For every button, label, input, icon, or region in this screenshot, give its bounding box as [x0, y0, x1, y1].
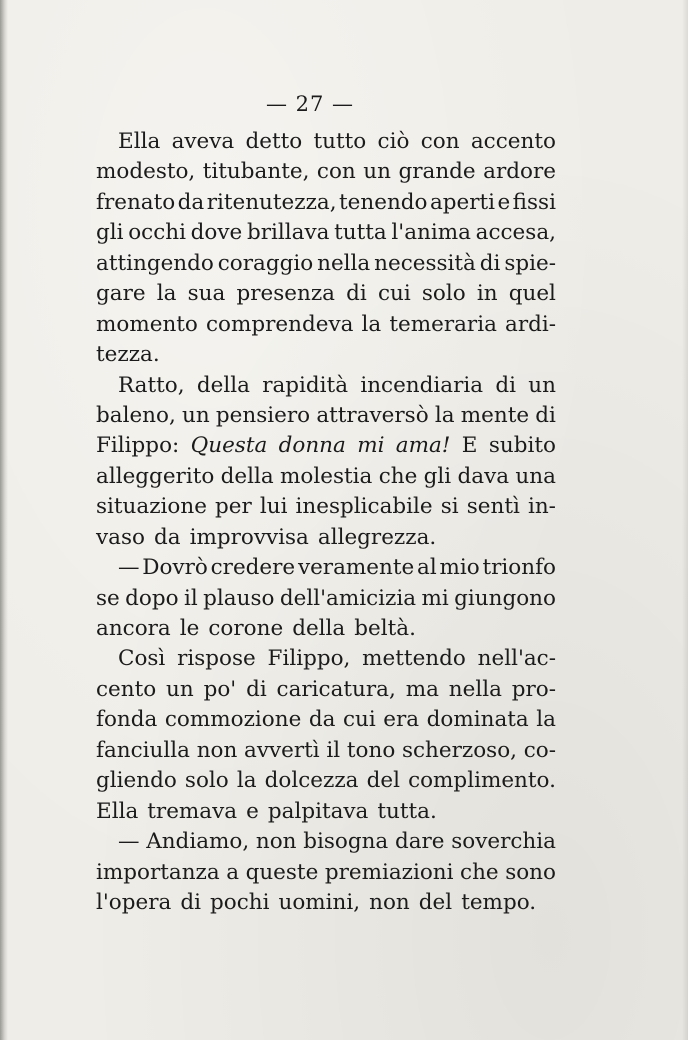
word: alleggerito [96, 463, 215, 489]
word: gli [96, 220, 124, 246]
word: cento [96, 676, 157, 702]
text-line [96, 766, 556, 796]
word: gliendo [96, 768, 177, 794]
word: mente [460, 402, 530, 428]
word: rispose [177, 646, 256, 672]
word: al [417, 555, 437, 581]
word: molestia [280, 463, 373, 489]
word: trionfo [482, 555, 556, 581]
word: Dovrò [142, 555, 208, 581]
text-line [96, 492, 556, 522]
word: momento [96, 311, 198, 337]
word: soverchia [451, 829, 556, 855]
word: mi [421, 585, 449, 611]
word: tenendo [339, 189, 428, 215]
word: nell'ac- [477, 646, 556, 672]
page-left-edge-shadow [0, 0, 8, 1040]
word: un [166, 676, 194, 702]
word: queste [245, 859, 319, 885]
word: brillava [246, 220, 330, 246]
word: fissi [512, 189, 556, 215]
word: veramente [297, 555, 415, 581]
word: Ella [96, 798, 139, 824]
word: per [215, 494, 252, 520]
word: quel [508, 281, 556, 307]
word: Filippo, [267, 646, 351, 672]
word: cui [377, 281, 411, 307]
word: caricatura, [276, 676, 396, 702]
word: mio [439, 555, 480, 581]
word: Filippo: [96, 433, 180, 459]
word: ama! [395, 433, 451, 459]
word: credere [210, 555, 296, 581]
word: giungono [454, 585, 556, 611]
word: a [226, 859, 240, 885]
text-line [96, 827, 556, 857]
word: uomini, [278, 889, 361, 915]
word: mettendo [362, 646, 466, 672]
word: tutto [313, 129, 367, 154]
text-line [96, 249, 556, 279]
text-line [96, 310, 556, 340]
word: non [369, 889, 410, 915]
text-line [96, 157, 556, 187]
word: subito [488, 433, 556, 459]
word: in [476, 281, 498, 307]
word: detto [245, 129, 303, 154]
word: una [515, 463, 556, 489]
text-line [96, 553, 556, 583]
word: pensiero [215, 402, 311, 428]
word: la [361, 311, 382, 337]
word: complimento. [408, 768, 556, 794]
word: inesplicabile [295, 494, 433, 520]
word: nella [448, 676, 502, 702]
word: della [292, 616, 346, 641]
word: tremava [147, 798, 238, 824]
word: dove [190, 220, 243, 246]
word: spie- [504, 250, 556, 276]
word: tempo. [461, 889, 537, 915]
text-line [96, 371, 556, 401]
word: situazione [96, 494, 207, 520]
word: corone [208, 616, 284, 641]
word: attingendo [96, 250, 214, 276]
word: di [180, 889, 201, 915]
word: occhi [128, 220, 186, 246]
word: Ella [118, 129, 161, 154]
word: sono [505, 859, 556, 885]
word: ritenutezza, [206, 189, 337, 215]
word: vaso [96, 524, 145, 550]
word: ardi- [505, 311, 556, 337]
word: pochi [210, 889, 270, 915]
word: la [236, 768, 257, 794]
word: donna [278, 433, 346, 459]
word: baleno, [96, 402, 176, 428]
word: — [118, 829, 140, 855]
word: dominata [426, 707, 529, 733]
word: che [378, 463, 418, 489]
word: bisogna [303, 829, 389, 855]
word: la [536, 707, 556, 733]
word: di [535, 402, 556, 428]
word: frenato [96, 189, 176, 215]
word: Così [118, 646, 166, 672]
word: allegrezza. [317, 524, 437, 550]
word: necessità [374, 250, 476, 276]
word: aperti [429, 189, 496, 215]
word: rapidità [262, 372, 349, 398]
word: del [366, 768, 400, 794]
word: solo [184, 768, 229, 794]
word: scherzoso, [401, 737, 517, 763]
word: dare [394, 829, 445, 855]
word: non [255, 829, 297, 855]
word: dolcezza [264, 768, 359, 794]
word: premiazioni [324, 859, 454, 885]
word: importanza [96, 859, 220, 885]
word: lui [259, 494, 288, 520]
word: di [246, 676, 267, 702]
word: la [434, 402, 455, 428]
word: coraggio [217, 250, 314, 276]
word: e [246, 798, 259, 824]
text-line [96, 188, 556, 218]
word: accento [470, 129, 556, 154]
word: attraversò [316, 402, 429, 428]
word: — [118, 555, 140, 581]
word: avvertì [244, 737, 320, 763]
word: E [461, 433, 478, 459]
word: in- [527, 494, 556, 520]
word: ancora [96, 616, 171, 641]
text-line [96, 644, 556, 674]
word: si [440, 494, 459, 520]
word: cui [342, 707, 376, 733]
text-line [96, 431, 556, 461]
word: con [316, 159, 356, 185]
word: tutta [334, 220, 387, 246]
text-line [96, 675, 556, 705]
word: un [363, 159, 391, 185]
word: della [196, 372, 250, 398]
word: che [460, 859, 499, 885]
word: della [220, 463, 274, 489]
word: se [96, 585, 120, 611]
word: non [196, 737, 238, 763]
word: temeraria [389, 311, 497, 337]
word: da [177, 189, 205, 215]
word: accesa, [475, 220, 556, 246]
page-right-edge-shadow [682, 0, 688, 1040]
word: fonda [96, 707, 158, 733]
word: il [326, 737, 341, 763]
word: Questa [190, 433, 268, 459]
word: l'anima [391, 220, 471, 246]
text-line [96, 584, 556, 614]
word: fanciulla [96, 737, 190, 763]
word: dava [457, 463, 510, 489]
word: Ratto, [118, 372, 185, 398]
word: commozione [164, 707, 302, 733]
word: nella [317, 250, 371, 276]
word: incendiaria [360, 372, 484, 398]
word: il [184, 585, 198, 611]
word: di [479, 250, 501, 276]
word: po' [203, 676, 237, 702]
text-line [96, 401, 556, 431]
word: titubante, [202, 159, 310, 185]
text-line [96, 614, 556, 644]
word: di [346, 281, 367, 307]
word: con [420, 129, 460, 154]
word: tezza. [96, 342, 160, 368]
word: tono [346, 737, 396, 763]
word: da [153, 524, 181, 550]
word: sentì [466, 494, 520, 520]
word: da [308, 707, 336, 733]
word: solo [421, 281, 466, 307]
word: la [156, 281, 177, 307]
text-line [96, 858, 556, 888]
word: ardore [483, 159, 556, 185]
word: pro- [511, 676, 556, 702]
text-line [96, 736, 556, 766]
word: comprendeva [205, 311, 354, 337]
text-line [96, 462, 556, 492]
text-line [96, 218, 556, 248]
word: aveva [171, 129, 235, 154]
word: co- [523, 737, 556, 763]
word: ma [405, 676, 439, 702]
word: tutta. [377, 798, 437, 824]
word: un [528, 372, 556, 398]
text-line [96, 888, 556, 918]
word: grande [398, 159, 476, 185]
word: di [495, 372, 516, 398]
word: ciò [377, 129, 410, 154]
text-line [96, 340, 556, 370]
word: era [383, 707, 420, 733]
word: gli [423, 463, 452, 489]
word: gare [96, 281, 146, 307]
word: plauso [203, 585, 275, 611]
word: presenza [236, 281, 335, 307]
word: Andiamo, [146, 829, 250, 855]
text-line [96, 523, 556, 553]
word: l'opera [96, 889, 172, 915]
word: sua [187, 281, 226, 307]
word: mi [357, 433, 385, 459]
word: dell'amicizia [279, 585, 417, 611]
word: le [179, 616, 200, 641]
word: e [497, 189, 511, 215]
body-text [96, 127, 556, 918]
word: modesto, [96, 159, 196, 185]
word: del [418, 889, 453, 915]
page-number: — 27 — [265, 92, 355, 116]
text-line [96, 127, 556, 157]
word: dopo [125, 585, 179, 611]
text-line [96, 705, 556, 735]
word: un [182, 402, 210, 428]
text-line [96, 279, 556, 309]
word: beltà. [354, 616, 416, 641]
word: palpitava [267, 798, 369, 824]
text-line [96, 797, 556, 827]
word: improvvisa [189, 524, 309, 550]
